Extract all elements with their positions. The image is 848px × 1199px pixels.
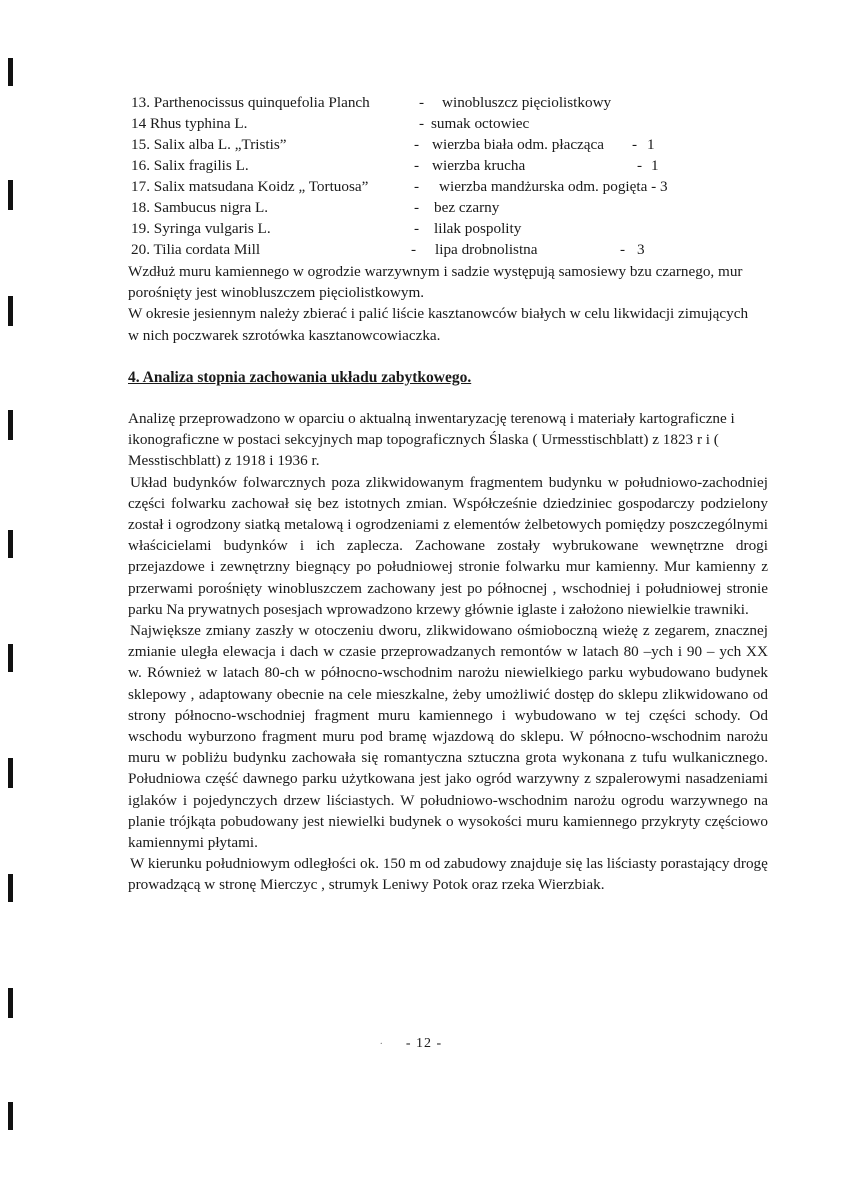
registration-mark <box>8 644 13 672</box>
species-row <box>131 113 731 134</box>
dash: - <box>414 220 420 237</box>
section-heading: 4. Analiza stopnia zachowania układu zabytkowego. <box>128 369 472 386</box>
species-list <box>131 92 731 260</box>
paragraph: Wzdłuż muru kamiennego w ogrodzie warzywnym i sadzie występują samosiewy bzu czarnego, mur porośnięty jest winobluszczem pięciolistkowym. <box>128 263 743 302</box>
paragraph: Największe zmiany zaszły w otoczeniu dworu, zlikwidowano ośmioboczną wieżę z zegarem, znacznej zmianie uległa elewacja i dach w czasie przeprowadzanych remontów w latach 80 –ych i 90 – ych XX w. Również w latach 80-ch w północno-wschodnim narożu niewielkiego parku wybudowano budynek sklepowy , adaptowany obecnie na cele mieszkalne, żeby umożliwić dostęp do sklepu zlikwidowano od strony północno-wschodniej fragment muru kamiennego i wybudowano w tej części schody. Od wschodu wyburzono fragment muru pod bramę wjazdową do sklepu. W północno-wschodnim narożu muru w pobliżu budynku zachowała się romantyczna sztuczna grota wykonana z tufu wulkanicznego. Południowa część dawnego parku użytkowana jest jako ogród warzywny z szpalerowymi nasadzeniami iglaków i pojedynczych drzew liściastych. W południowo-wschodnim narożu ogrodu warzywnego na planie trójkąta pobudowany jest niewielki budynek o wysokości muru kamiennego przykryty częściowo kamiennymi płytami. <box>128 622 768 852</box>
dash: - <box>637 157 643 174</box>
registration-mark <box>8 988 13 1018</box>
registration-mark <box>8 758 13 788</box>
registration-mark <box>8 296 13 326</box>
species-common-name: wierzba biała odm. płacząca <box>432 136 605 153</box>
species-row <box>131 176 731 197</box>
page-footer <box>0 1036 848 1052</box>
species-common-name: wierzba krucha <box>432 157 526 174</box>
registration-mark <box>8 874 13 902</box>
dash: - <box>414 178 420 195</box>
species-latin-name: 17. Salix matsudana Koidz „ Tortuosa” <box>131 178 369 195</box>
paragraph: W okresie jesiennym należy zbierać i palić liście kasztanowców białych w celu likwidacji zimujących w nich poczwarek szrotówka kasztanowcowiaczka. <box>128 305 749 344</box>
species-common-name: wierzba mandżurska odm. pogięta - 3 <box>439 178 668 195</box>
registration-mark <box>8 180 13 210</box>
species-count: 1 <box>647 136 655 153</box>
species-row <box>131 134 731 155</box>
species-latin-name: 14 Rhus typhina L. <box>131 115 248 132</box>
species-row <box>131 197 731 218</box>
species-common-name: lipa drobnolistna <box>435 241 538 258</box>
dash: - <box>620 241 626 258</box>
dash: - <box>419 115 425 132</box>
paragraph: Układ budynków folwarcznych poza zlikwidowanym fragmentem budynku w południowo-zachodniej części folwarku zachował się bez istotnych zmian. Współcześnie dziedziniec gospodarczy podzielony został i ogrodzony siatką metalową i ogrodzeniami z elementów żelbetowych pomiędzy poszczególnymi właścicielami budynków i ich zaplecza. Zachowane zostały wybrukowane wewnętrzne drogi przejazdowe i zewnętrzny biegnący po południowej stronie folwarku mur kamienny. Mur kamienny z przerwami porośnięty winobluszczem zachowany jest po północnej , wschodniej i południowej stronie parku Na prywatnych posesjach wprowadzono krzewy głównie iglaste i założono niewielkie trawniki. <box>128 473 768 618</box>
notes-block <box>128 261 758 346</box>
species-common-name: lilak pospolity <box>434 220 522 237</box>
species-latin-name: 18. Sambucus nigra L. <box>131 199 269 216</box>
species-latin-name: 13. Parthenocissus quinquefolia Planch <box>131 94 370 111</box>
dash: - <box>414 136 420 153</box>
paragraph: Analizę przeprowadzono w oparciu o aktualną inwentaryzację terenową i materiały kartograficzne i ikonograficzne w postaci sekcyjnych map topograficznych Ślaska ( Urmesstischblatt) z 1823 r i ( Messtischblatt) z 1918 i 1936 r. <box>128 410 735 470</box>
species-common-name: sumak octowiec <box>431 115 530 132</box>
dash: - <box>419 94 425 111</box>
species-count: 1 <box>651 157 659 174</box>
species-latin-name: 19. Syringa vulgaris L. <box>131 220 271 237</box>
dash: - <box>632 136 638 153</box>
paragraph: W kierunku południowym odległości ok. 150 m od zabudowy znajduje się las liściasty porastający drogę prowadzącą w stronę Mierczyc , strumyk Leniwy Potok oraz rzeka Wierzbiak. <box>128 855 768 894</box>
registration-mark <box>8 530 13 558</box>
species-count: 3 <box>637 241 645 258</box>
species-latin-name: 16. Salix fragilis L. <box>131 157 249 174</box>
registration-mark <box>8 410 13 440</box>
species-latin-name: 20. Tilia cordata Mill <box>131 241 261 258</box>
species-common-name: bez czarny <box>434 199 500 216</box>
page-number: - 12 - <box>405 1036 443 1051</box>
registration-mark <box>8 58 13 86</box>
dash: - <box>414 199 420 216</box>
dash: - <box>411 241 417 258</box>
species-row <box>131 218 731 239</box>
species-common-name: winobluszcz pięciolistkowy <box>442 94 612 111</box>
species-row <box>131 92 731 113</box>
section-body <box>128 408 768 896</box>
species-row <box>131 239 731 260</box>
dash: - <box>414 157 420 174</box>
species-latin-name: 15. Salix alba L. „Tristis” <box>131 136 287 153</box>
registration-mark <box>8 1102 13 1130</box>
species-row <box>131 155 731 176</box>
stray-mark: . <box>380 1036 384 1047</box>
